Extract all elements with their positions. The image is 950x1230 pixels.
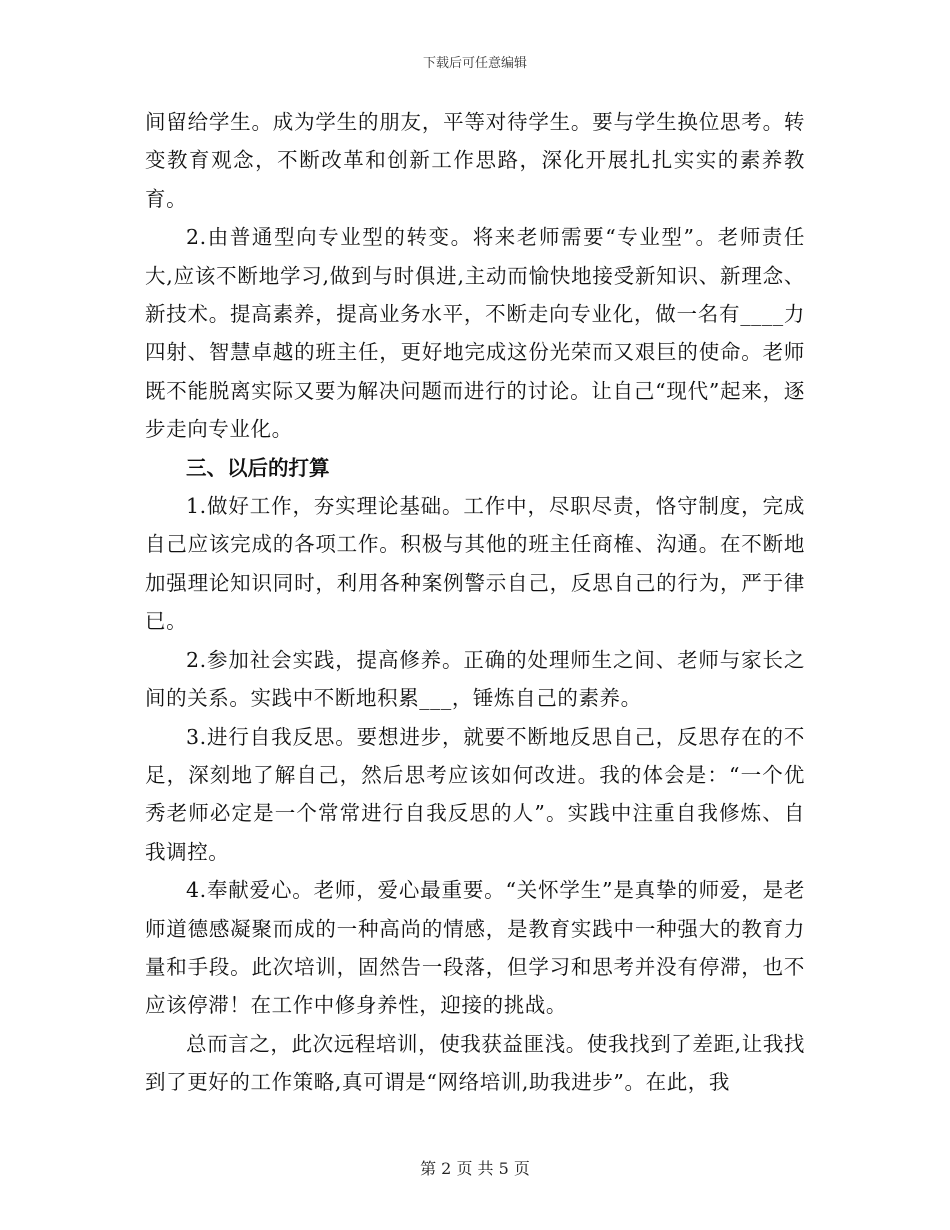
page-footer: 第 2 页 共 5 页 [420, 1159, 530, 1178]
paragraph-4: 2.参加社会实践，提高修养。正确的处理师生之间、老师与家长之间的关系。实践中不断地积累___，锤炼自己的素养。 [145, 647, 805, 711]
paragraph-5: 3.进行自我反思。要想进步，就要不断地反思自己，反思存在的不足，深刻地了解自己，然后思考应该如何改进。我的体会是：“一个优秀老师必定是一个常常进行自我反思的人”。实践中注重自我修炼、自我调控。 [145, 724, 805, 864]
section-heading-3: 三、以后的打算 [186, 455, 330, 480]
paragraph-3: 1.做好工作，夯实理论基础。工作中，尽职尽责，恪守制度，完成自己应该完成的各项工作。积极与其他的班主任商榷、沟通。在不断地加强理论知识同时，利用各种案例警示自己，反思自己的行为，严于律已。 [145, 494, 805, 634]
paragraph-2: 2.由普通型向专业型的转变。将来老师需要“专业型”。老师责任大,应该不断地学习,做到与时俱进,主动而愉快地接受新知识、新理念、新技术。提高素养，提高业务水平，不断走向专业化，做一名有____力四射、智慧卓越的班主任，更好地完成这份光荣而又艰巨的使命。老师既不能脱离实际又要为解决问题而进行的讨论。让自己“现代”起来，逐步走向专业化。 [145, 225, 805, 442]
paragraph-7: 总而言之，此次远程培训，使我获益匪浅。使我找到了差距,让我找到了更好的工作策略,真可谓是“网络培训,助我进步”。在此，我 [145, 1031, 806, 1095]
page-header: 下载后可任意编辑 [422, 56, 527, 71]
paragraph-6: 4.奉献爱心。老师，爱心最重要。“关怀学生”是真挚的师爱，是老师道德感凝聚而成的一种高尚的情感，是教育实践中一种强大的教育力量和手段。此次培训，固然告一段落，但学习和思考并没有停滞，也不应该停滞！在工作中修身养性，迎接的挑战。 [145, 878, 805, 1018]
document-body [145, 103, 805, 1102]
paragraph-1: 间留给学生。成为学生的朋友，平等对待学生。要与学生换位思考。转变教育观念，不断改革和创新工作思路，深化开展扎扎实实的素养教育。 [145, 110, 805, 211]
